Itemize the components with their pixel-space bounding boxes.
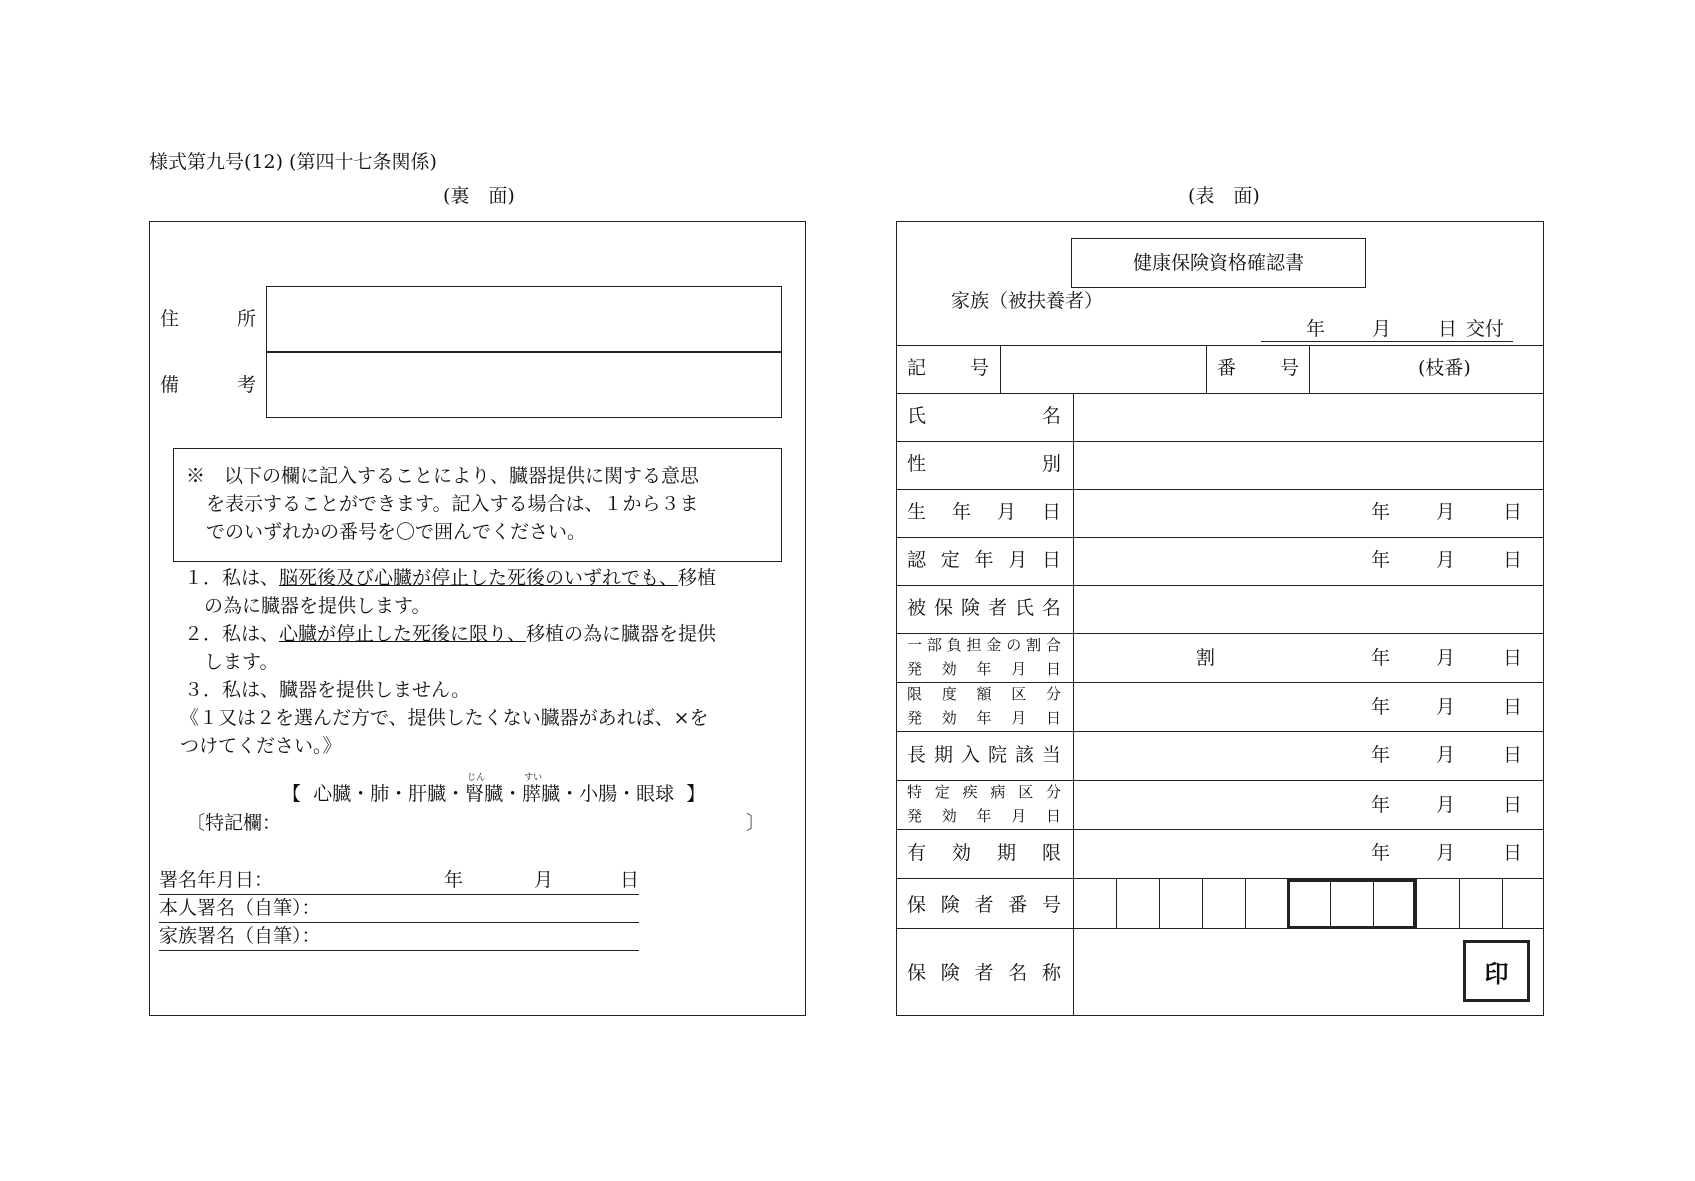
date-day: 日 — [1503, 696, 1523, 718]
address-label: 住 所 — [160, 308, 256, 330]
branch-number-label: (枝番) — [1418, 357, 1471, 379]
back-side-label: (裏 面) — [443, 185, 515, 207]
notice-line: でのいずれかの番号を〇で囲んでください。 — [206, 521, 587, 543]
name-field[interactable] — [1074, 394, 1544, 440]
family-signature-label: 家族署名（自筆）： — [159, 925, 321, 947]
limit-effective-date-label: 発 効 年 月 日 — [907, 709, 1061, 727]
copay-rate-unit: 割 — [1196, 647, 1216, 669]
date-month: 月 — [1436, 744, 1456, 766]
organ-note-cont: つけてください。》 — [180, 735, 342, 757]
date-day: 日 — [1503, 647, 1523, 669]
insurer-number-highlight[interactable] — [1287, 879, 1416, 929]
insurer-name-field[interactable] — [1074, 929, 1454, 1015]
insurer-name-label: 保 険 者 名 称 — [907, 962, 1061, 984]
date-year: 年 — [1371, 647, 1391, 669]
self-signature-line[interactable] — [159, 922, 639, 923]
notice-line: ※ 以下の欄に記入することにより、臓器提供に関する意思 — [186, 465, 700, 487]
birth-date-label: 生 年 月 日 — [907, 501, 1061, 523]
date-day: 日 — [1503, 794, 1523, 816]
sex-field[interactable] — [1074, 442, 1544, 488]
sign-date-label: 署名年月日： — [159, 869, 274, 891]
remarks-label: 備 考 — [160, 374, 256, 396]
limit-category-label: 限 度 額 区 分 — [907, 685, 1061, 703]
expiry-date-label: 有 効 期 限 — [907, 842, 1061, 864]
special-notes-label: 〔特記欄： — [186, 812, 282, 834]
date-year: 年 — [1371, 549, 1391, 571]
copay-rate-label: 一 部 負 担 金 の 割 合 — [907, 636, 1061, 654]
issue-label: 交付 — [1466, 318, 1505, 340]
self-signature-label: 本人署名（自筆）： — [159, 897, 321, 919]
symbol-field[interactable] — [1001, 346, 1205, 392]
date-year: 年 — [1371, 744, 1391, 766]
special-notes-close: 〕 — [746, 812, 766, 834]
option-2-cont: します。 — [204, 651, 279, 673]
date-year: 年 — [1371, 696, 1391, 718]
date-day: 日 — [1503, 549, 1523, 571]
sign-date-month: 月 — [534, 869, 554, 891]
sign-date-line[interactable] — [159, 894, 639, 895]
option-2: ２．私は、心臓が停止した死後に限り、移植の為に臓器を提供 — [184, 623, 717, 645]
number-label: 番 号 — [1217, 357, 1299, 379]
date-month: 月 — [1436, 647, 1456, 669]
date-month: 月 — [1436, 501, 1456, 523]
sign-date-year: 年 — [444, 869, 464, 891]
symbol-label: 記 号 — [907, 357, 989, 379]
card-subtitle: 家族（被扶養者） — [951, 290, 1104, 312]
address-field[interactable] — [266, 286, 782, 352]
remarks-field[interactable] — [266, 352, 782, 418]
card-title: 健康保険資格確認書 — [1132, 252, 1304, 274]
issue-month: 月 — [1372, 318, 1392, 340]
notice-line: を表示することができます。記入する場合は、１から３ま — [206, 493, 699, 515]
organ-note: 《１又は２を選んだ方で、提供したくない臓器があれば、×を — [180, 707, 709, 729]
date-month: 月 — [1436, 794, 1456, 816]
sign-date-day: 日 — [620, 869, 640, 891]
sex-label: 性 別 — [907, 453, 1061, 475]
insured-name-field[interactable] — [1074, 586, 1544, 632]
issue-date-line — [1261, 341, 1513, 342]
name-label: 氏 名 — [907, 405, 1061, 427]
form-id: 様式第九号(12) (第四十七条関係) — [149, 151, 437, 173]
date-month: 月 — [1436, 549, 1456, 571]
copay-effective-date-label: 発 効 年 月 日 — [907, 660, 1061, 678]
issue-day: 日 — [1438, 318, 1458, 340]
insured-name-label: 被 保 険 者 氏 名 — [907, 597, 1061, 619]
long-term-hospitalization-label: 長 期 入 院 該 当 — [907, 744, 1061, 766]
option-1: １．私は、脳死後及び心臓が停止した死後のいずれでも、移植 — [184, 567, 717, 589]
family-signature-line[interactable] — [159, 950, 639, 951]
front-side-label: (表 面) — [1188, 185, 1260, 207]
date-month: 月 — [1436, 696, 1456, 718]
insurer-number-label: 保 険 者 番 号 — [907, 894, 1061, 916]
date-year: 年 — [1371, 501, 1391, 523]
date-year: 年 — [1371, 842, 1391, 864]
date-day: 日 — [1503, 842, 1523, 864]
seal-stamp: 印 — [1463, 940, 1530, 1002]
date-day: 日 — [1503, 501, 1523, 523]
organ-list: 【 心臓・肺・肝臓・ じん 腎臓・ すい 膵臓・小腸・眼球 】 — [282, 773, 706, 805]
certification-date-label: 認 定 年 月 日 — [907, 549, 1061, 571]
disease-effective-date-label: 発 効 年 月 日 — [907, 807, 1061, 825]
date-month: 月 — [1436, 842, 1456, 864]
issue-year: 年 — [1306, 318, 1326, 340]
option-3: ３．私は、臓器を提供しません。 — [184, 679, 471, 701]
date-year: 年 — [1371, 794, 1391, 816]
date-day: 日 — [1503, 744, 1523, 766]
specified-disease-label: 特 定 疾 病 区 分 — [907, 783, 1061, 801]
option-1-cont: の為に臓器を提供します。 — [204, 595, 431, 617]
